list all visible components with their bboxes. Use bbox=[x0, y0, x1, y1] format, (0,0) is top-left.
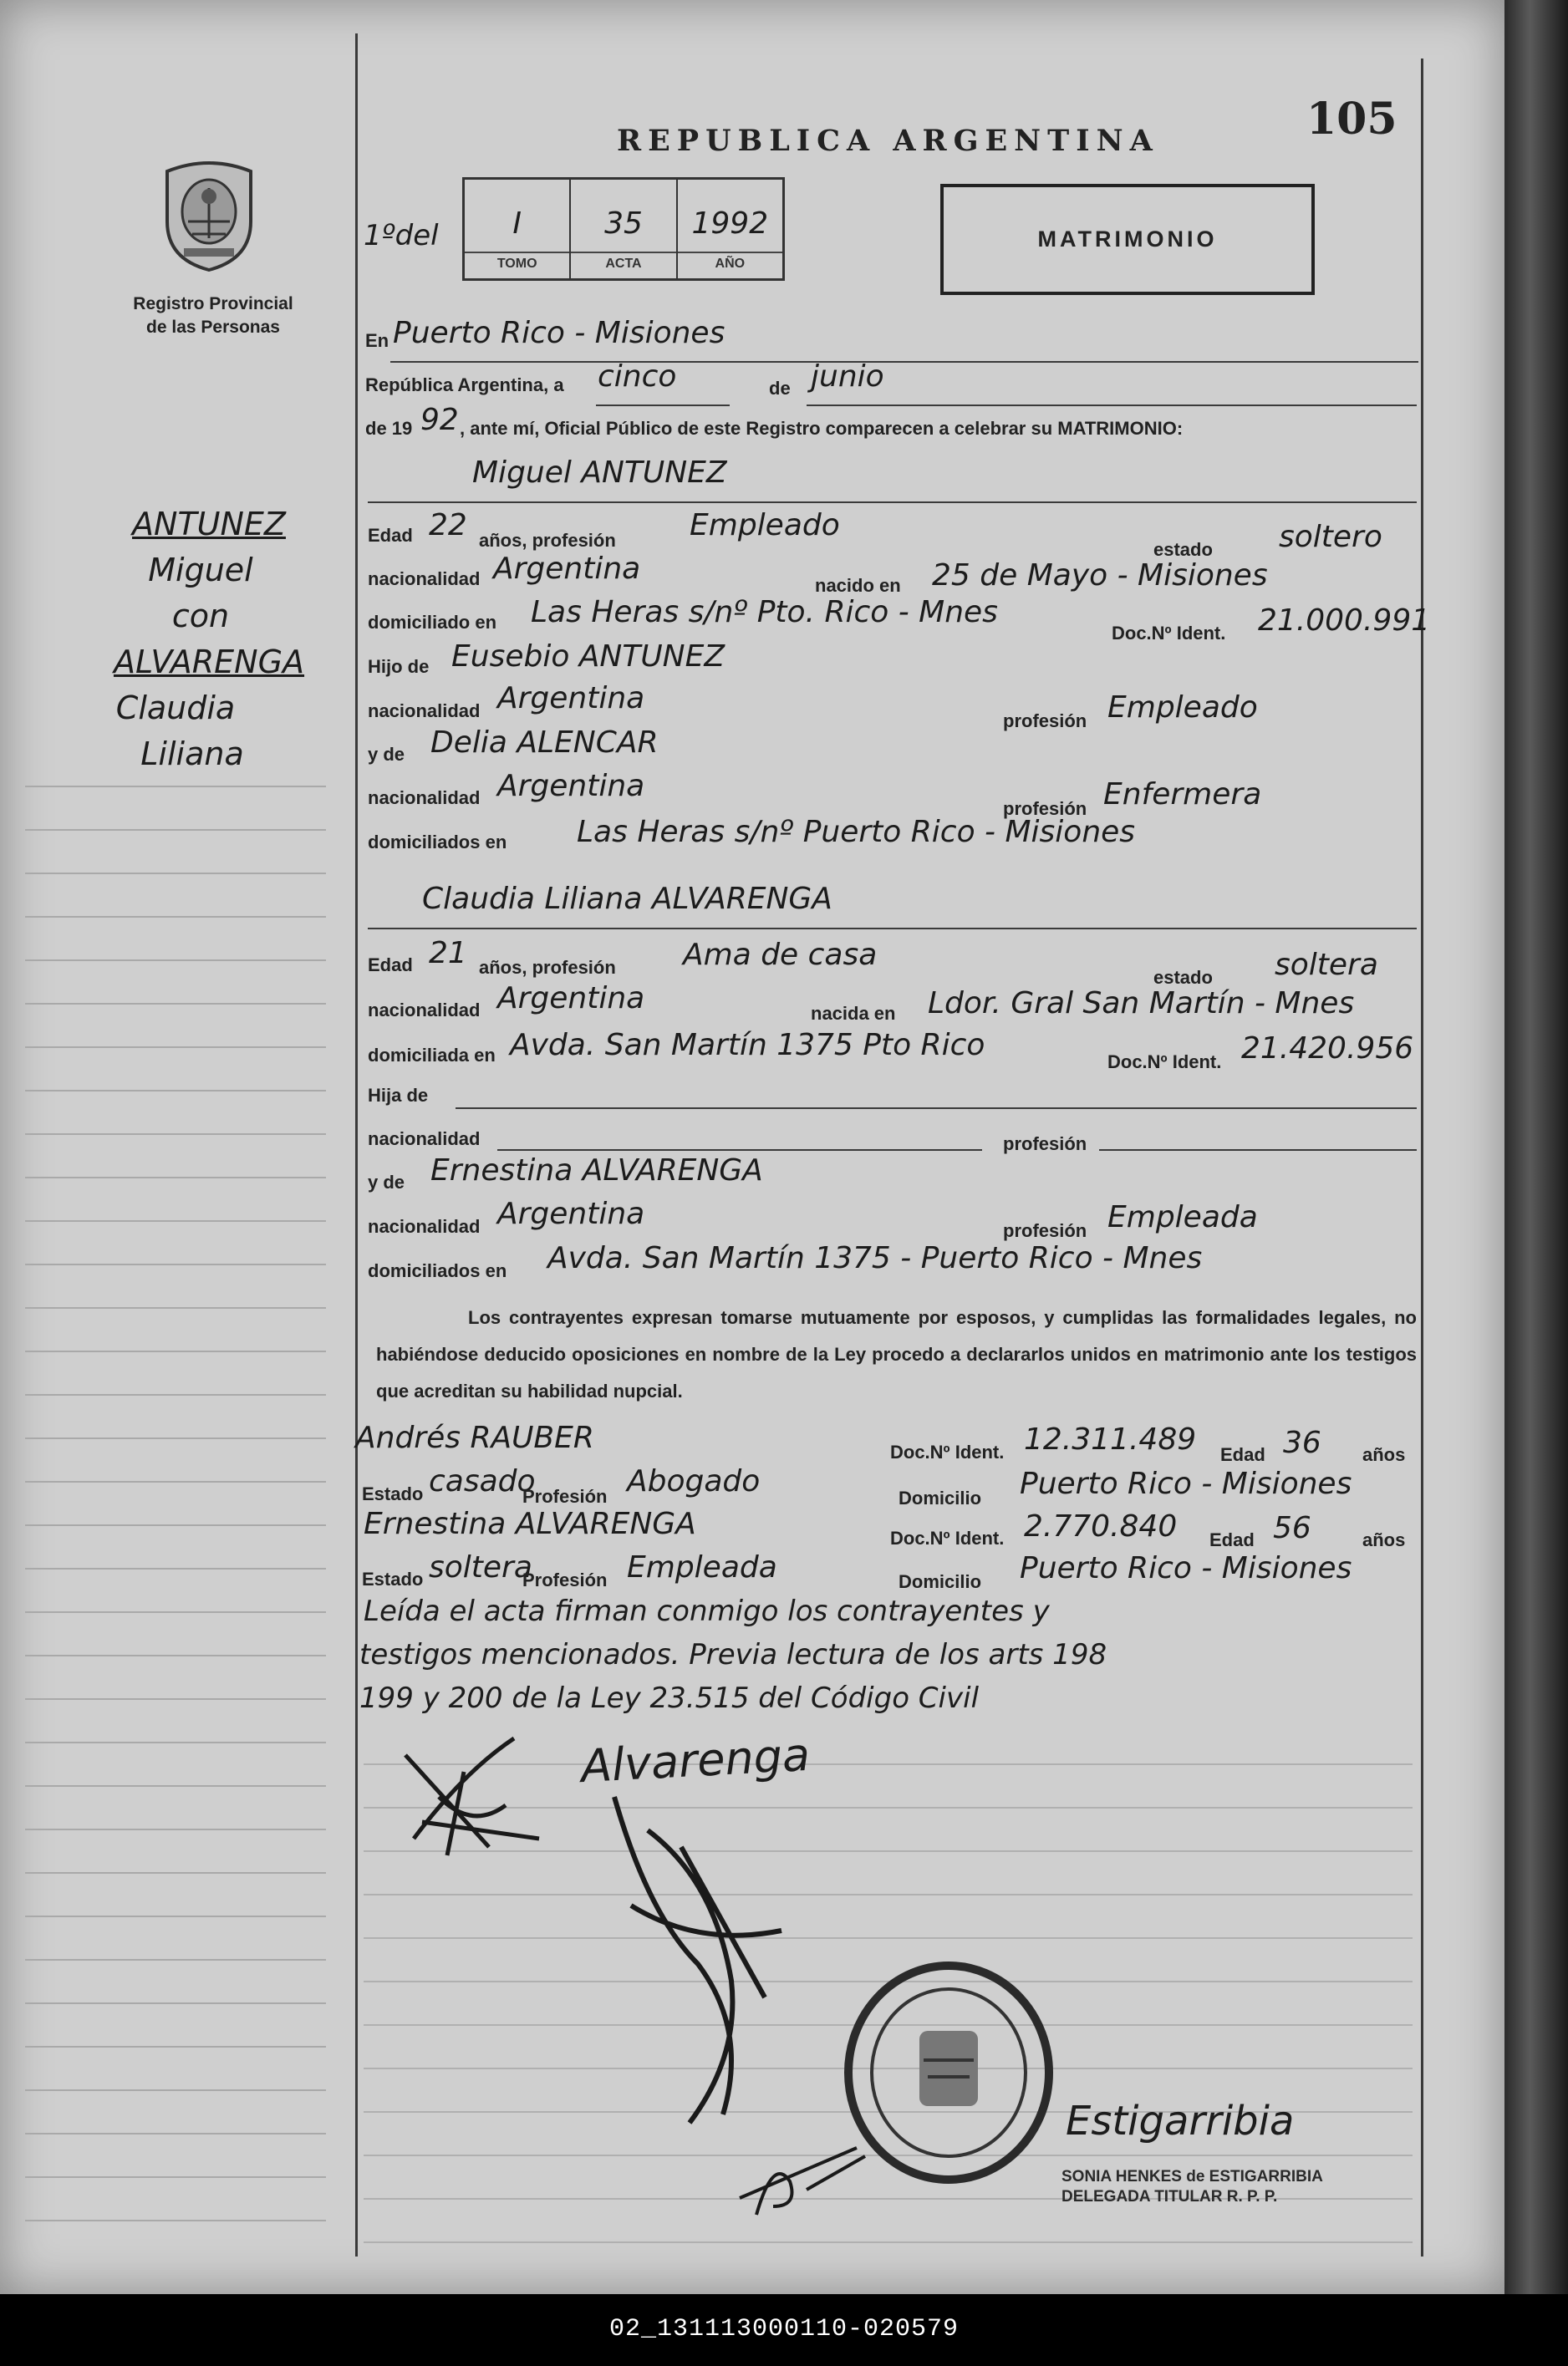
ruled-line bbox=[25, 1220, 326, 1222]
witness-1-estado-value: casado bbox=[429, 1464, 536, 1498]
underline bbox=[368, 501, 1417, 503]
bride-mother-profesion-value: Empleada bbox=[1107, 1200, 1258, 1234]
tomo-cell bbox=[465, 180, 571, 278]
anio-label: AÑO bbox=[678, 252, 782, 272]
act-type-box: MATRIMONIO bbox=[940, 184, 1315, 295]
margin-name-line: Liliana bbox=[140, 735, 244, 772]
scan-identifier: 02_131113000110-020579 bbox=[608, 2315, 960, 2343]
witness-2-doc-value: 2.770.840 bbox=[1024, 1509, 1178, 1544]
bride-nacida-label: nacida en bbox=[811, 1003, 896, 1024]
groom-edad-label: Edad bbox=[368, 525, 413, 546]
witness-2-profesion-label: Profesión bbox=[522, 1570, 608, 1590]
witness-2-domicilio-label: Domicilio bbox=[899, 1571, 982, 1592]
ruled-line bbox=[364, 2241, 1413, 2243]
margin-name-line: ALVARENGA bbox=[113, 644, 305, 680]
bride-domicilio-value: Avda. San Martín 1375 Pto Rico bbox=[510, 1028, 985, 1062]
bride-mother-nacionalidad-value: Argentina bbox=[497, 1197, 645, 1231]
groom-anios-label: años, profesión bbox=[479, 530, 616, 551]
signature-3 bbox=[598, 1780, 815, 2140]
bride-doc-label: Doc.Nº Ident. bbox=[1107, 1051, 1222, 1072]
ruled-line bbox=[25, 2220, 326, 2221]
provincial-crest-icon bbox=[159, 155, 259, 272]
witness-2-edad-value: 56 bbox=[1273, 1511, 1311, 1545]
ruled-line bbox=[25, 959, 326, 961]
intro-statement: , ante mí, Oficial Público de este Registro comparecen a celebrar su MATRIMONIO: bbox=[460, 418, 1184, 439]
witness-1-name: Andrés RAUBER bbox=[355, 1421, 594, 1455]
bride-mother-value: Ernestina ALVARENGA bbox=[430, 1153, 763, 1188]
witness-1-edad-value: 36 bbox=[1283, 1426, 1321, 1460]
groom-mother-value: Delia ALENCAR bbox=[430, 725, 659, 760]
margin-note bbox=[96, 501, 339, 777]
ruled-line bbox=[25, 1524, 326, 1526]
ruled-line bbox=[25, 2002, 326, 2004]
groom-parents-domicilio-value: Las Heras s/nº Puerto Rico - Misiones bbox=[577, 815, 1136, 849]
groom-doc-value: 21.000.991 bbox=[1258, 603, 1431, 638]
official-seal-text bbox=[1061, 2167, 1323, 2207]
bride-estado-value: soltera bbox=[1275, 948, 1378, 982]
ruled-line bbox=[25, 1655, 326, 1656]
ruled-line bbox=[25, 873, 326, 874]
witness-1-doc-label: Doc.Nº Ident. bbox=[890, 1442, 1005, 1463]
bride-father-profesion-label: profesión bbox=[1003, 1133, 1087, 1154]
groom-nacido-label: nacido en bbox=[815, 575, 901, 596]
witness-2-estado-value: soltera bbox=[429, 1550, 532, 1585]
bride-mother-profesion-label: profesión bbox=[1003, 1220, 1087, 1241]
witness-1-profesion-value: Abogado bbox=[627, 1464, 761, 1498]
groom-domicilio-value: Las Heras s/nº Pto. Rico - Mnes bbox=[531, 595, 998, 629]
witness-2-domicilio-value: Puerto Rico - Misiones bbox=[1020, 1551, 1352, 1585]
tomo-value: I bbox=[512, 206, 522, 241]
signature-2: Alvarenga bbox=[579, 1727, 812, 1794]
witness-1-profesion-label: Profesión bbox=[522, 1486, 608, 1507]
anio-value: 1992 bbox=[691, 206, 769, 241]
bride-yde-label: y de bbox=[368, 1172, 405, 1193]
groom-estado-value: soltero bbox=[1279, 520, 1382, 554]
act-prefix: 1ºdel bbox=[364, 219, 439, 252]
bride-edad-value: 21 bbox=[429, 936, 467, 970]
margin-name-line: Miguel bbox=[148, 552, 253, 588]
official-name: SONIA HENKES de ESTIGARRIBIA bbox=[1061, 2168, 1323, 2185]
margin-name-line: ANTUNEZ bbox=[132, 506, 286, 542]
ruled-line bbox=[25, 2089, 326, 2091]
ruled-line bbox=[25, 1003, 326, 1005]
registry-name bbox=[109, 293, 318, 339]
ruled-line bbox=[25, 2046, 326, 2048]
groom-nacido-value: 25 de Mayo - Misiones bbox=[932, 558, 1268, 593]
bride-domicilio-label: domiciliada en bbox=[368, 1045, 496, 1066]
ruled-line bbox=[25, 1481, 326, 1483]
groom-edad-value: 22 bbox=[429, 508, 467, 542]
closing-line: Leída el acta firman conmigo los contrayentes y bbox=[364, 1595, 1050, 1628]
groom-name: Miguel ANTUNEZ bbox=[472, 455, 727, 490]
ruled-line bbox=[25, 916, 326, 918]
place-value: Puerto Rico - Misiones bbox=[393, 316, 725, 350]
ruled-line bbox=[25, 1742, 326, 1743]
father-nacionalidad-label: nacionalidad bbox=[368, 700, 481, 721]
act-body bbox=[355, 0, 1431, 2257]
bride-estado-label: estado bbox=[1153, 967, 1213, 988]
witness-2-anios-label: años bbox=[1362, 1529, 1406, 1550]
ruled-line bbox=[25, 1264, 326, 1265]
year-value: 92 bbox=[420, 403, 459, 437]
ruled-line bbox=[25, 1177, 326, 1178]
de-label: de bbox=[769, 378, 791, 399]
ruled-line bbox=[25, 829, 326, 831]
margin-column bbox=[0, 0, 355, 2257]
ruled-line bbox=[25, 1394, 326, 1396]
groom-father-value: Eusebio ANTUNEZ bbox=[451, 639, 725, 674]
groom-estado-label: estado bbox=[1153, 539, 1213, 560]
registry-line-1: Registro Provincial bbox=[133, 294, 293, 313]
mother-profesion-value: Enfermera bbox=[1103, 777, 1262, 812]
groom-profesion-value: Empleado bbox=[690, 508, 840, 542]
ruled-line bbox=[25, 1046, 326, 1048]
bride-anios-label: años, profesión bbox=[479, 957, 616, 978]
father-nacionalidad-value: Argentina bbox=[497, 681, 645, 715]
groom-nacionalidad-label: nacionalidad bbox=[368, 568, 481, 589]
ruled-line bbox=[25, 1785, 326, 1787]
official-seal-stamp bbox=[840, 1960, 1057, 2185]
ruled-line bbox=[25, 1351, 326, 1352]
acta-label: ACTA bbox=[571, 252, 675, 272]
father-profesion-label: profesión bbox=[1003, 710, 1087, 731]
witness-1-edad-label: Edad bbox=[1220, 1444, 1265, 1465]
bride-doc-value: 21.420.956 bbox=[1241, 1031, 1414, 1066]
underline bbox=[596, 405, 730, 406]
bride-edad-label: Edad bbox=[368, 954, 413, 975]
ruled-line bbox=[25, 1090, 326, 1091]
bride-father-nacionalidad-label: nacionalidad bbox=[368, 1128, 481, 1149]
groom-domicilio-label: domiciliado en bbox=[368, 612, 497, 633]
signature-1 bbox=[389, 1722, 556, 1872]
witness-2-name: Ernestina ALVARENGA bbox=[364, 1507, 696, 1541]
ruled-line bbox=[25, 1437, 326, 1439]
acta-cell bbox=[571, 180, 677, 278]
underline bbox=[497, 1149, 982, 1151]
witness-1-estado-label: Estado bbox=[362, 1483, 424, 1504]
en-label: En bbox=[365, 330, 389, 351]
bride-nacionalidad-label: nacionalidad bbox=[368, 1000, 481, 1020]
ruled-line bbox=[25, 1133, 326, 1135]
groom-parents-domicilio-label: domiciliados en bbox=[368, 832, 507, 852]
mother-yde-label: y de bbox=[368, 744, 405, 765]
witness-2-edad-label: Edad bbox=[1209, 1529, 1255, 1550]
official-signature: Estigarribia bbox=[1066, 2098, 1295, 2145]
registry-line-2: de las Personas bbox=[146, 318, 280, 337]
witness-1-anios-label: años bbox=[1362, 1444, 1406, 1465]
mother-nacionalidad-value: Argentina bbox=[497, 769, 645, 803]
underline bbox=[368, 928, 1417, 929]
ruled-line bbox=[25, 1829, 326, 1830]
bride-hija-label: Hija de bbox=[368, 1085, 429, 1106]
ruled-line bbox=[25, 1698, 326, 1700]
father-profesion-value: Empleado bbox=[1107, 690, 1258, 725]
month-value: junio bbox=[811, 359, 884, 394]
bride-name: Claudia Liliana ALVARENGA bbox=[422, 882, 832, 916]
act-reference-box bbox=[462, 177, 785, 281]
bride-nacida-value: Ldor. Gral San Martín - Mnes bbox=[928, 986, 1355, 1020]
declaration-text: Los contrayentes expresan tomarse mutuamente por esposos, y cumplidas las formalidades legales, no habiéndose deducido oposiciones en nombre de la Ley procedo a declararlos unidos en matrimonio ante los testigos que acreditan su habilidad nupcial. bbox=[376, 1307, 1417, 1402]
ruled-line bbox=[25, 1872, 326, 1874]
groom-doc-label: Doc.Nº Ident. bbox=[1112, 623, 1226, 644]
ruled-line bbox=[25, 1959, 326, 1961]
closing-line: 199 y 200 de la Ley 23.515 del Código Civil bbox=[359, 1682, 980, 1715]
ruled-line bbox=[25, 1611, 326, 1613]
right-border bbox=[1421, 59, 1423, 2257]
bride-parents-domicilio-value: Avda. San Martín 1375 - Puerto Rico - Mnes bbox=[547, 1241, 1203, 1275]
underline bbox=[1099, 1149, 1417, 1151]
ruled-line bbox=[25, 2133, 326, 2134]
groom-hijo-label: Hijo de bbox=[368, 656, 430, 677]
margin-name-line: con bbox=[171, 598, 230, 634]
underline bbox=[807, 405, 1417, 406]
mother-profesion-label: profesión bbox=[1003, 798, 1087, 819]
witness-1-doc-value: 12.311.489 bbox=[1024, 1422, 1197, 1457]
bride-profesion-value: Ama de casa bbox=[683, 938, 878, 972]
mother-nacionalidad-label: nacionalidad bbox=[368, 787, 481, 808]
ruled-line bbox=[25, 2176, 326, 2178]
year-prefix-label: de 19 bbox=[365, 418, 413, 439]
republica-label: República Argentina, a bbox=[365, 374, 564, 395]
groom-nacionalidad-value: Argentina bbox=[493, 552, 641, 586]
official-title: DELEGADA TITULAR R. P. P. bbox=[1061, 2188, 1278, 2206]
underline bbox=[390, 361, 1418, 363]
ruled-line bbox=[25, 1916, 326, 1917]
page-number: 105 bbox=[1306, 94, 1397, 145]
ruled-line bbox=[25, 1307, 326, 1309]
margin-name-line: Claudia bbox=[115, 689, 236, 726]
ruled-line bbox=[25, 786, 326, 787]
ruled-line bbox=[25, 1568, 326, 1570]
witness-2-estado-label: Estado bbox=[362, 1569, 424, 1590]
witness-2-doc-label: Doc.Nº Ident. bbox=[890, 1528, 1005, 1549]
tomo-label: TOMO bbox=[465, 252, 569, 272]
bride-mother-nacionalidad-label: nacionalidad bbox=[368, 1216, 481, 1237]
witness-1-domicilio-value: Puerto Rico - Misiones bbox=[1020, 1467, 1352, 1501]
closing-line: testigos mencionados. Previa lectura de los arts 198 bbox=[359, 1638, 1107, 1671]
day-value: cinco bbox=[598, 359, 677, 394]
anio-cell bbox=[678, 180, 782, 278]
bride-parents-domicilio-label: domiciliados en bbox=[368, 1260, 507, 1281]
ruled-line bbox=[364, 1894, 1413, 1895]
underline bbox=[456, 1107, 1417, 1109]
acta-value: 35 bbox=[604, 206, 643, 241]
ruled-line bbox=[364, 1937, 1413, 1939]
book-spine bbox=[1504, 0, 1568, 2294]
witness-2-profesion-value: Empleada bbox=[627, 1550, 777, 1585]
bride-nacionalidad-value: Argentina bbox=[497, 981, 645, 1015]
witness-1-domicilio-label: Domicilio bbox=[899, 1488, 982, 1509]
country-title: REPUBLICA ARGENTINA bbox=[617, 124, 1159, 158]
